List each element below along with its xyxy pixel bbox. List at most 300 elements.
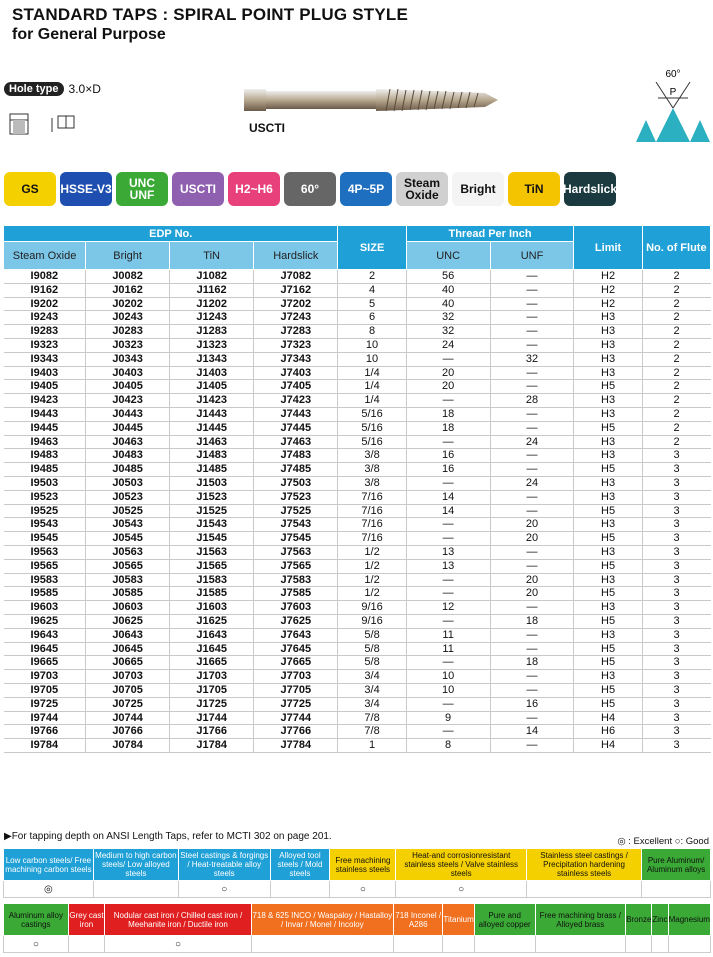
table-cell: J0545	[86, 532, 170, 546]
table-row	[4, 711, 711, 725]
table-cell: —	[406, 587, 490, 601]
col-hardslick: Hardslick	[254, 242, 338, 270]
materials-table-2	[3, 903, 711, 953]
table-cell: J1523	[170, 490, 254, 504]
table-cell: 3	[642, 545, 710, 559]
table-cell: 2	[642, 380, 710, 394]
table-cell: 40	[406, 297, 490, 311]
table-cell: J0744	[86, 711, 170, 725]
table-cell: 3	[642, 739, 710, 753]
table-cell: I9082	[4, 270, 86, 284]
table-cell: I9705	[4, 683, 86, 697]
badge-3: USCTI	[172, 172, 224, 206]
table-cell: 5/16	[338, 421, 406, 435]
table-cell: I9423	[4, 394, 86, 408]
badge-5: 60°	[284, 172, 336, 206]
table-cell: J1162	[170, 283, 254, 297]
table-cell: 1/4	[338, 366, 406, 380]
table-cell: 24	[490, 476, 574, 490]
table-cell: I9543	[4, 518, 86, 532]
table-cell: 14	[490, 725, 574, 739]
table-cell: I9403	[4, 366, 86, 380]
table-cell: J1705	[170, 683, 254, 697]
table-cell: H3	[574, 338, 642, 352]
table-cell: H3	[574, 490, 642, 504]
material-rating	[526, 881, 641, 898]
table-cell: 14	[406, 504, 490, 518]
table-cell: 8	[406, 739, 490, 753]
table-cell: 3	[642, 490, 710, 504]
table-cell: 18	[490, 614, 574, 628]
table-cell: H3	[574, 573, 642, 587]
table-cell: J7202	[254, 297, 338, 311]
material-label: Magnesium	[668, 904, 710, 936]
col-steam-oxide: Steam Oxide	[4, 242, 86, 270]
material-rating	[251, 936, 393, 953]
table-cell: J7705	[254, 683, 338, 697]
table-cell: J1082	[170, 270, 254, 284]
material-label: Free machining stainless steels	[330, 849, 396, 881]
table-cell: J1645	[170, 642, 254, 656]
table-row	[4, 532, 711, 546]
table-cell: 7/8	[338, 725, 406, 739]
table-cell: I9603	[4, 601, 86, 615]
table-cell: 18	[490, 656, 574, 670]
table-row	[4, 435, 711, 449]
table-cell: I9343	[4, 352, 86, 366]
table-row	[4, 642, 711, 656]
table-cell: J1563	[170, 545, 254, 559]
table-cell: 3/4	[338, 697, 406, 711]
table-cell: J0725	[86, 697, 170, 711]
table-row	[4, 463, 711, 477]
table-cell: I9645	[4, 642, 86, 656]
table-cell: 3	[642, 573, 710, 587]
material-rating: ○	[4, 936, 69, 953]
table-cell: J1243	[170, 311, 254, 325]
table-cell: —	[490, 601, 574, 615]
size-header: SIZE	[338, 226, 406, 270]
table-cell: 20	[406, 380, 490, 394]
table-cell: J1545	[170, 532, 254, 546]
table-row	[4, 490, 711, 504]
table-cell: I9323	[4, 338, 86, 352]
table-cell: H3	[574, 628, 642, 642]
table-row	[4, 338, 711, 352]
table-cell: J7405	[254, 380, 338, 394]
table-cell: J0603	[86, 601, 170, 615]
table-cell: J7784	[254, 739, 338, 753]
table-cell: J1784	[170, 739, 254, 753]
table-cell: J7423	[254, 394, 338, 408]
table-cell: I9703	[4, 670, 86, 684]
table-cell: J0243	[86, 311, 170, 325]
table-cell: —	[490, 297, 574, 311]
table-cell: J0703	[86, 670, 170, 684]
table-cell: J7243	[254, 311, 338, 325]
page-subtitle: for General Purpose	[12, 26, 166, 43]
table-cell: H3	[574, 394, 642, 408]
table-cell: —	[406, 532, 490, 546]
table-cell: 40	[406, 283, 490, 297]
table-cell: 3/8	[338, 476, 406, 490]
table-cell: H3	[574, 366, 642, 380]
material-rating	[93, 881, 178, 898]
table-cell: 20	[490, 587, 574, 601]
table-cell: —	[490, 338, 574, 352]
table-cell: J7403	[254, 366, 338, 380]
table-cell: 2	[642, 311, 710, 325]
table-cell: H5	[574, 614, 642, 628]
table-cell: H4	[574, 711, 642, 725]
table-cell: 3	[642, 601, 710, 615]
table-cell: 2	[338, 270, 406, 284]
material-rating	[535, 936, 626, 953]
material-label: Stainless steel castings / Precipitation hardening stainless steels	[526, 849, 641, 881]
table-cell: J1525	[170, 504, 254, 518]
table-cell: 3	[642, 518, 710, 532]
table-cell: J1744	[170, 711, 254, 725]
table-cell: 24	[406, 338, 490, 352]
table-cell: —	[490, 490, 574, 504]
table-cell: J7766	[254, 725, 338, 739]
table-row	[4, 352, 711, 366]
col-unf: UNF	[490, 242, 574, 270]
table-cell: 28	[490, 394, 574, 408]
table-cell: J0343	[86, 352, 170, 366]
material-label: Medium to high carbon steels/ Low alloyed steels	[93, 849, 178, 881]
table-cell: 2	[642, 270, 710, 284]
table-cell: J0766	[86, 725, 170, 739]
table-cell: 7/16	[338, 490, 406, 504]
table-cell: H3	[574, 449, 642, 463]
table-cell: I9202	[4, 297, 86, 311]
table-cell: 5/8	[338, 628, 406, 642]
table-cell: 11	[406, 628, 490, 642]
table-cell: —	[406, 614, 490, 628]
table-cell: H5	[574, 587, 642, 601]
material-rating	[474, 936, 535, 953]
material-rating	[443, 936, 474, 953]
table-cell: J0523	[86, 490, 170, 504]
badge-2: UNC UNF	[116, 172, 168, 206]
table-cell: —	[406, 476, 490, 490]
feature-badges	[4, 172, 616, 206]
table-cell: I9483	[4, 449, 86, 463]
badge-4: H2~H6	[228, 172, 280, 206]
table-row	[4, 628, 711, 642]
col-tin: TiN	[170, 242, 254, 270]
table-cell: 4	[338, 283, 406, 297]
table-cell: J0565	[86, 559, 170, 573]
material-label: Pure and alloyed copper	[474, 904, 535, 936]
table-cell: —	[406, 435, 490, 449]
table-cell: —	[490, 421, 574, 435]
table-cell: 2	[642, 421, 710, 435]
table-cell: 56	[406, 270, 490, 284]
table-cell: I9665	[4, 656, 86, 670]
table-cell: J0585	[86, 587, 170, 601]
table-row	[4, 311, 711, 325]
table-cell: 2	[642, 283, 710, 297]
table-cell: J7665	[254, 656, 338, 670]
table-cell: —	[490, 407, 574, 421]
table-row	[4, 739, 711, 753]
table-cell: H5	[574, 504, 642, 518]
material-rating	[642, 881, 711, 898]
material-label: Alloyed tool steels / Mold steels	[270, 849, 330, 881]
table-cell: H5	[574, 656, 642, 670]
table-cell: J0525	[86, 504, 170, 518]
material-label: Bronze	[626, 904, 652, 936]
table-cell: 3	[642, 642, 710, 656]
table-cell: J7525	[254, 504, 338, 518]
table-cell: 1	[338, 739, 406, 753]
table-cell: J0283	[86, 325, 170, 339]
table-cell: I9725	[4, 697, 86, 711]
table-cell: 7/16	[338, 518, 406, 532]
material-label: Grey cast iron	[68, 904, 105, 936]
table-cell: 32	[406, 311, 490, 325]
table-cell: —	[406, 656, 490, 670]
table-cell: 10	[338, 338, 406, 352]
table-cell: J7503	[254, 476, 338, 490]
table-cell: J0543	[86, 518, 170, 532]
tap-illustration	[240, 83, 500, 119]
table-cell: —	[490, 642, 574, 656]
table-cell: 10	[406, 670, 490, 684]
table-row	[4, 697, 711, 711]
tpi-header: Thread Per Inch	[406, 226, 574, 242]
material-label: Nodular cast iron / Chilled cast iron / Meehanite iron / Ductile iron	[105, 904, 251, 936]
table-cell: 24	[490, 435, 574, 449]
material-rating	[626, 936, 652, 953]
table-cell: 7/16	[338, 532, 406, 546]
table-cell: I9443	[4, 407, 86, 421]
table-cell: 3	[642, 725, 710, 739]
table-cell: J1766	[170, 725, 254, 739]
table-cell: J1725	[170, 697, 254, 711]
table-cell: I9485	[4, 463, 86, 477]
materials-table-1	[3, 848, 711, 898]
table-cell: H3	[574, 407, 642, 421]
table-cell: J0563	[86, 545, 170, 559]
table-cell: 20	[406, 366, 490, 380]
table-cell: H3	[574, 325, 642, 339]
table-cell: 3	[642, 463, 710, 477]
table-cell: 20	[490, 573, 574, 587]
edp-table	[3, 225, 711, 753]
table-cell: 1/4	[338, 394, 406, 408]
table-cell: J1625	[170, 614, 254, 628]
material-rating: ○	[178, 881, 270, 898]
table-cell: —	[490, 311, 574, 325]
table-cell: 3	[642, 449, 710, 463]
table-cell: J7545	[254, 532, 338, 546]
material-rating: ○	[105, 936, 251, 953]
table-row	[4, 656, 711, 670]
footnote: ▶For tapping depth on ANSI Length Taps, refer to MCTI 302 on page 201.	[4, 831, 332, 842]
table-cell: J7645	[254, 642, 338, 656]
material-rating	[652, 936, 668, 953]
table-row	[4, 545, 711, 559]
table-cell: H5	[574, 697, 642, 711]
table-cell: —	[490, 683, 574, 697]
hole-type-icon	[8, 112, 88, 138]
table-cell: H3	[574, 435, 642, 449]
table-row	[4, 587, 711, 601]
material-rating	[668, 936, 710, 953]
table-cell: H5	[574, 532, 642, 546]
col-bright: Bright	[86, 242, 170, 270]
table-cell: I9744	[4, 711, 86, 725]
material-label: Aluminum alloy castings	[4, 904, 69, 936]
table-cell: I9583	[4, 573, 86, 587]
table-cell: J1283	[170, 325, 254, 339]
table-row	[4, 270, 711, 284]
table-cell: J7603	[254, 601, 338, 615]
table-cell: 13	[406, 559, 490, 573]
table-row	[4, 394, 711, 408]
table-cell: 5/8	[338, 656, 406, 670]
thread-angle-label: 60°	[665, 69, 681, 80]
edp-header: EDP No.	[4, 226, 338, 242]
table-cell: 5/16	[338, 435, 406, 449]
table-row	[4, 283, 711, 297]
table-cell: J1405	[170, 380, 254, 394]
table-cell: 32	[490, 352, 574, 366]
table-cell: —	[406, 518, 490, 532]
table-row	[4, 366, 711, 380]
table-cell: J1445	[170, 421, 254, 435]
table-cell: I9585	[4, 587, 86, 601]
table-cell: 1/4	[338, 380, 406, 394]
table-cell: J0483	[86, 449, 170, 463]
table-cell: J7744	[254, 711, 338, 725]
table-cell: —	[490, 711, 574, 725]
table-cell: 18	[406, 421, 490, 435]
table-cell: I9162	[4, 283, 86, 297]
table-cell: I9625	[4, 614, 86, 628]
table-cell: 5	[338, 297, 406, 311]
table-cell: 3	[642, 670, 710, 684]
table-cell: H3	[574, 545, 642, 559]
material-label: Low carbon steels/ Free machining carbon steels	[4, 849, 94, 881]
table-cell: J0202	[86, 297, 170, 311]
table-cell: —	[406, 697, 490, 711]
material-rating	[393, 936, 442, 953]
table-row	[4, 380, 711, 394]
table-cell: 11	[406, 642, 490, 656]
material-rating: ○	[396, 881, 527, 898]
table-cell: J0323	[86, 338, 170, 352]
table-cell: J1543	[170, 518, 254, 532]
badge-8: Bright	[452, 172, 504, 206]
material-label: 718 Inconel / A286	[393, 904, 442, 936]
table-cell: J1585	[170, 587, 254, 601]
table-row	[4, 614, 711, 628]
badge-1: HSSE-V3	[60, 172, 112, 206]
table-cell: J0443	[86, 407, 170, 421]
table-cell: 9/16	[338, 601, 406, 615]
table-cell: 9/16	[338, 614, 406, 628]
table-cell: 16	[406, 463, 490, 477]
table-cell: J7463	[254, 435, 338, 449]
table-row	[4, 407, 711, 421]
table-cell: J0784	[86, 739, 170, 753]
table-cell: 2	[642, 352, 710, 366]
table-cell: 3	[642, 476, 710, 490]
material-label: Titanium	[443, 904, 474, 936]
table-cell: 2	[642, 297, 710, 311]
table-cell: J1423	[170, 394, 254, 408]
table-cell: J7563	[254, 545, 338, 559]
table-cell: H4	[574, 739, 642, 753]
table-cell: J0705	[86, 683, 170, 697]
badge-6: 4P~5P	[340, 172, 392, 206]
table-cell: J7625	[254, 614, 338, 628]
limit-header: Limit	[574, 226, 642, 270]
table-cell: —	[490, 670, 574, 684]
table-cell: I9503	[4, 476, 86, 490]
table-cell: I9283	[4, 325, 86, 339]
table-cell: 20	[490, 518, 574, 532]
table-cell: J7583	[254, 573, 338, 587]
table-cell: J7703	[254, 670, 338, 684]
table-cell: I9545	[4, 532, 86, 546]
table-cell: J7585	[254, 587, 338, 601]
material-label: Pure Aluminum/ Aluminum alloys	[642, 849, 711, 881]
table-cell: J7485	[254, 463, 338, 477]
table-cell: I9523	[4, 490, 86, 504]
table-cell: 3	[642, 532, 710, 546]
table-cell: J0423	[86, 394, 170, 408]
table-cell: J0405	[86, 380, 170, 394]
table-cell: 1/2	[338, 587, 406, 601]
table-cell: 3	[642, 656, 710, 670]
table-cell: 6	[338, 311, 406, 325]
hole-type	[4, 82, 101, 96]
hole-type-value: 3.0×D	[68, 82, 101, 96]
material-rating: ○	[330, 881, 396, 898]
table-cell: 3/8	[338, 449, 406, 463]
table-cell: —	[490, 380, 574, 394]
table-cell: J1343	[170, 352, 254, 366]
table-cell: H3	[574, 601, 642, 615]
table-cell: 3/8	[338, 463, 406, 477]
table-cell: 2	[642, 394, 710, 408]
table-cell: 5/8	[338, 642, 406, 656]
table-cell: J7445	[254, 421, 338, 435]
table-cell: 3	[642, 628, 710, 642]
table-cell: I9463	[4, 435, 86, 449]
table-cell: 3	[642, 711, 710, 725]
table-cell: J0665	[86, 656, 170, 670]
table-cell: 1/2	[338, 559, 406, 573]
material-label: 718 & 625 INCO / Waspaloy / Hastalloy / Invar / Monel / Incoloy	[251, 904, 393, 936]
table-cell: J1643	[170, 628, 254, 642]
table-cell: 16	[406, 449, 490, 463]
table-row	[4, 518, 711, 532]
table-cell: J7323	[254, 338, 338, 352]
table-cell: 2	[642, 407, 710, 421]
table-cell: J0485	[86, 463, 170, 477]
table-cell: H2	[574, 297, 642, 311]
table-cell: J1583	[170, 573, 254, 587]
badge-0: GS	[4, 172, 56, 206]
table-cell: 3	[642, 683, 710, 697]
table-cell: 2	[642, 435, 710, 449]
